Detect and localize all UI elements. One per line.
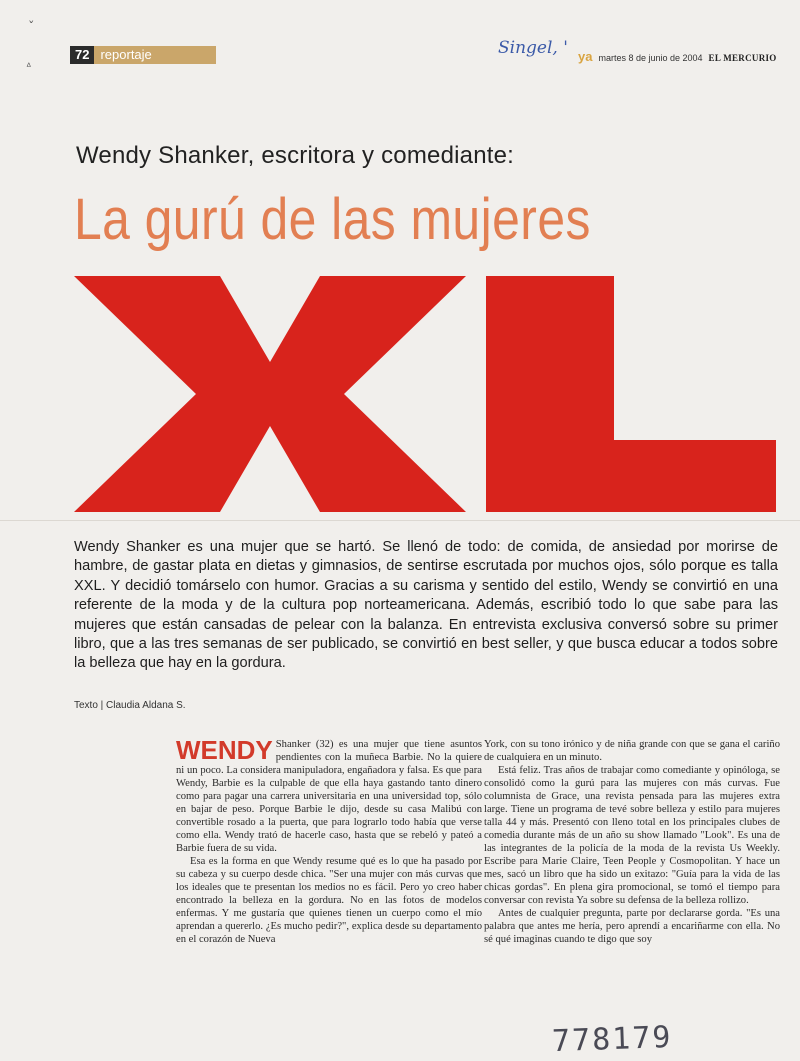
body-column-right [484, 738, 780, 946]
section-tag [70, 46, 216, 64]
corner-registration-mark: ᐞ [26, 62, 32, 73]
publication-header [578, 49, 777, 64]
handwritten-note: Singel, ' [498, 38, 568, 58]
letter-l [486, 276, 776, 512]
newspaper-name: EL MERCURIO [708, 53, 777, 63]
body-column-left [176, 735, 482, 946]
body-paragraph: Está feliz. Tras años de trabajar como comediante y opinóloga, se consolidó como la gurú para las mujeres con más curvas. Fue columnista de Grace, una revista pensada para las mujeres extra large. Tiene un programa de tevé sobre belleza y estilo para mujeres talla 44 y más. Presentó con lleno total en los principales clubes de comedia durante más de un año su show llamado "Look". Es una de las integrantes de la policía de la moda de la revista Us Weekly. Escribe para Marie Claire, Teen People y Cosmopolitan. Y hace un mes, sacó un libro que ha sido un exitazo: "Guía para la vida de las chicas gordas". En plena gira promocional, se tomó el tiempo para conversar con revista Ya sobre su defensa de la belleza rollizo. [484, 765, 780, 906]
article-kicker: Wendy Shanker, escritora y comediante: [76, 142, 515, 169]
body-paragraph: Antes de cualquier pregunta, parte por declararse gorda. "Es una palabra que antes me hería, pero aprendí a encariñarme con ella. No sé qué imaginas cuando te digo que soy [484, 908, 780, 945]
dropcap-word: WENDY [176, 735, 273, 765]
xl-letters-graphic [74, 276, 778, 512]
letter-x [74, 276, 466, 512]
article-lead: Wendy Shanker es una mujer que se hartó. Se llenó de todo: de comida, de ansiedad por morirse de hambre, de gastar plata en dietas y gimnasios, de sentirse escrutada por muchos ojos, sólo porque es talla XXL. Y decidió tomárselo con humor. Gracias a su carisma y sentido del estilo, Wendy se convirtió en una referente de la moda y de la cultura pop norteamericana. Además, escribió todo lo que sabe para las mujeres que están cansadas de pelear con la balanza. En entrevista exclusiva conversó sobre su primer libro, que a las tres semanas de ser publicado, se convirtió en best seller, y que busca educar a todos sobre la belleza que hay en la gordura. [74, 539, 778, 672]
handwritten-archive-number: 778179 [551, 1019, 673, 1060]
magazine-logo: ya [578, 49, 593, 64]
article-headline: La gurú de las mujeres [74, 187, 591, 252]
article-byline: Texto | Claudia Aldana S. [74, 700, 186, 711]
body-paragraph: Esa es la forma en que Wendy resume qué es lo que ha pasado por su cabeza y su cuerpo desde chica. "Ser una mujer con más curvas que los ideales que te presentan los medios no es fácil. Pero yo creo haber encontrado la belleza en la gordura. No en las fotos de modelos enfermas. Y me gustaría que quienes tienen un cuerpo como el mío aprendan a quererlo. ¿Es mucho pedir?", explica desde su departamento en el corazón de Nueva [176, 856, 482, 945]
body-paragraph: York, con su tono irónico y de niña grande con que se gana el cariño de cualquiera en un minuto. [484, 739, 780, 763]
issue-date: martes 8 de junio de 2004 [598, 53, 703, 63]
page-number: 72 [70, 46, 94, 64]
section-name: reportaje [94, 46, 216, 64]
page-fold-line [0, 520, 800, 521]
body-paragraph: WENDY Shanker (32) es una mujer que tiene asuntos pendientes con la muñeca Barbie. No la quiere ni un poco. La considera manipuladora, engañadora y falsa. Es que para Wendy, Barbie es la culpable de que ella haya gastando tanto dinero como para pagar una carrera universitaria en una universidad top, sólo en bajar de peso. Porque Barbie le dijo, desde su casa Malibú con convertible rosado a la puerta, que para lograrlo todo había que verse como ella. Wendy trató de hacerle caso, hasta que se rebeló y pateó a Barbie fuera de su vida. [176, 735, 482, 854]
corner-tick-mark: ˇ [28, 20, 35, 35]
